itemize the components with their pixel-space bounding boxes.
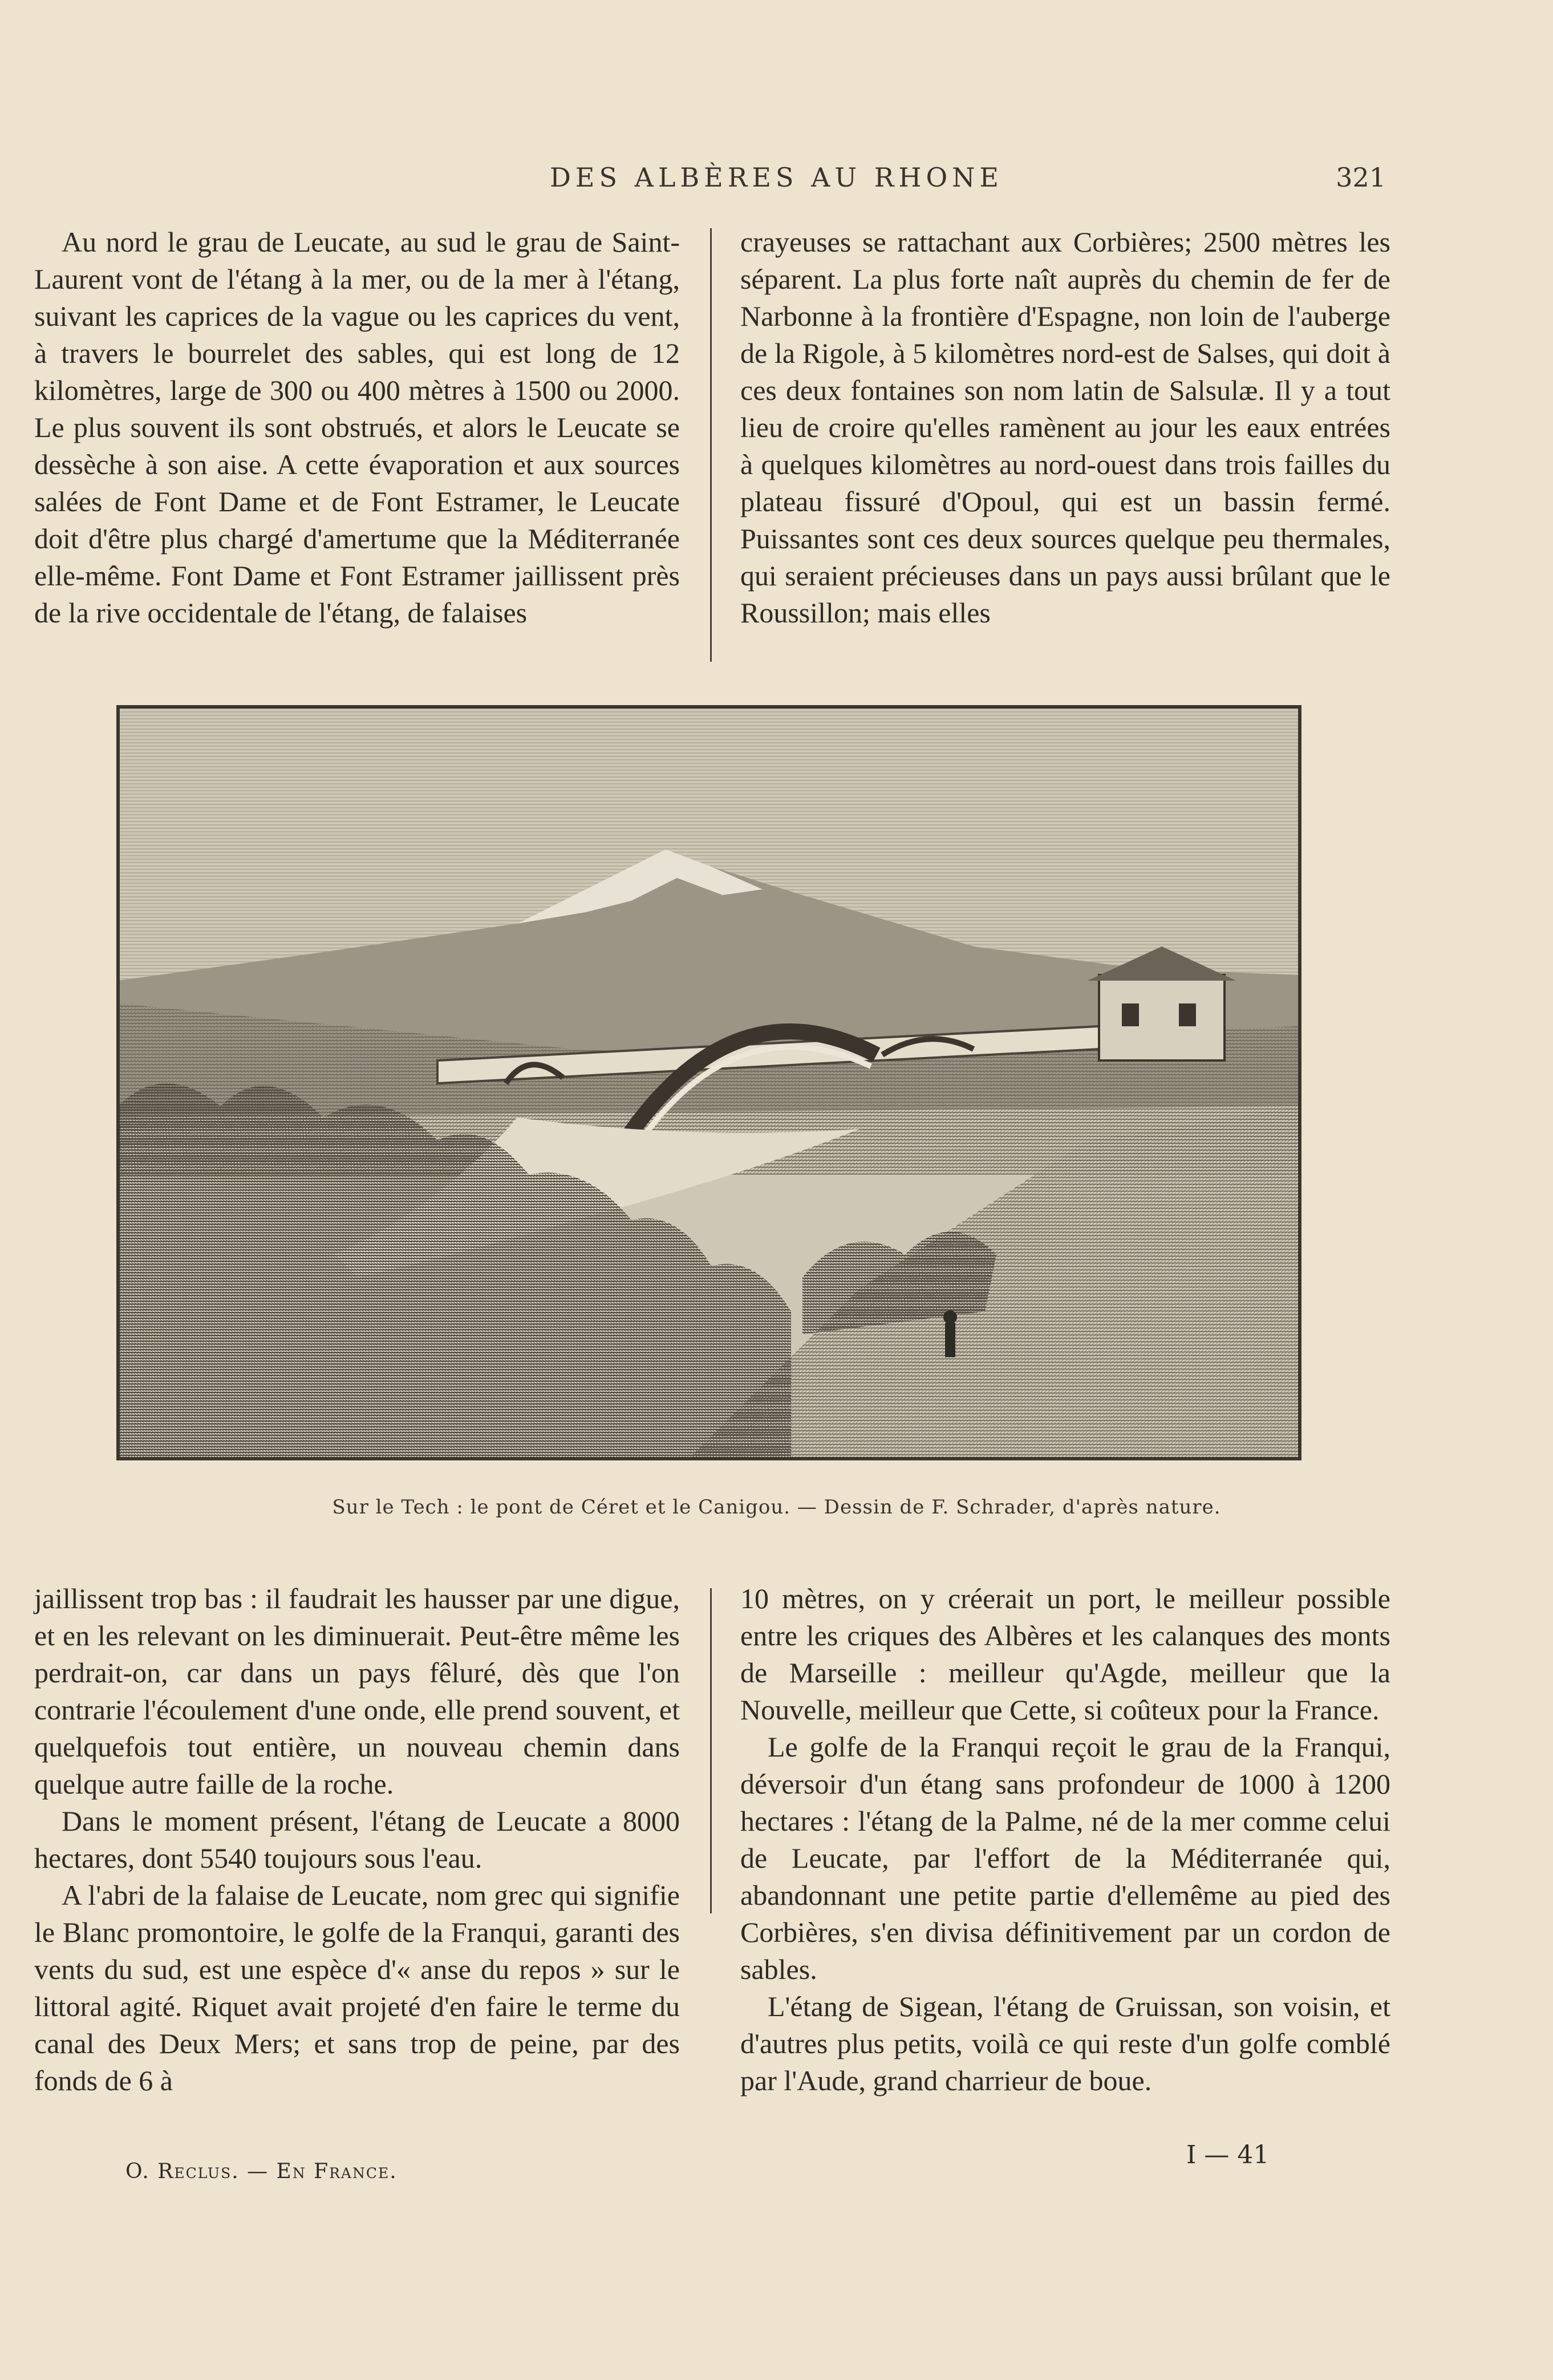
column-bottom-left xyxy=(34,1580,680,2099)
column-bottom-right xyxy=(740,1580,1390,2099)
column-divider xyxy=(710,1588,712,1913)
paragraph: crayeuses se rattachant aux Corbières; 2500 mètres les séparent. La plus forte naît auprès du chemin de fer de Narbonne à la frontière d'Espagne, non loin de l'auberge de la Rigole, à 5 kilomètres nord-est de Salses, qui doit à ces deux fontaines son nom latin de Salsulæ. Il y a tout lieu de croire qu'elles ramènent au jour les eaux entrées à quelques kilomètres au nord-ouest dans trois failles du plateau fissuré d'Opoul, qui est un bassin fermé. Puissantes sont ces deux sources quelque peu thermales, qui seraient précieuses dans un pays aussi brûlant que le Roussillon; mais elles xyxy=(740,226,1390,629)
column-top-right xyxy=(740,224,1390,632)
stone-house xyxy=(1099,975,1224,1061)
column-divider xyxy=(710,228,712,662)
figure-caption: Sur le Tech : le pont de Céret et le Canigou. — Dessin de F. Schrader, d'après nature. xyxy=(332,1496,1221,1519)
walking-figure xyxy=(943,1310,957,1357)
engraving-illustration xyxy=(116,705,1301,1460)
paragraph: L'étang de Sigean, l'étang de Gruissan, son voisin, et d'autres plus petits, voilà ce qui reste d'un golfe comblé par l'Aude, grand charrieur de boue. xyxy=(740,1990,1390,2096)
running-header: DES ALBÈRES AU RHONE xyxy=(550,162,1003,193)
paragraph: A l'abri de la falaise de Leucate, nom grec qui signifie le Blanc promontoire, le golfe de la Franqui, garanti des vents du sud, est une espèce d'« anse du repos » sur le littoral agité. Riquet avait projeté d'en faire le terme du canal des Deux Mers; et sans trop de peine, par des fonds de 6 à xyxy=(34,1879,680,2096)
page-number: 321 xyxy=(1336,162,1386,193)
paragraph: Au nord le grau de Leucate, au sud le grau de Saint-Laurent vont de l'étang à la mer, ou de la mer à l'étang, suivant les caprices de la vague ou les caprices du vent, à travers le bourrelet des sables, qui est long de 12 kilomètres, large de 300 ou 400 mètres à 1500 ou 2000. Le plus souvent ils sont obstrués, et alors le Leucate se dessèche à son aise. A cette évaporation et aux sources salées de Font Dame et de Font Estramer, le Leucate doit d'être plus chargé d'amertume que la Méditerranée elle-même. Font Dame et Font Estramer jaillissent près de la rive occidentale de l'étang, de falaises xyxy=(34,226,680,629)
paragraph: Le golfe de la Franqui reçoit le grau de la Franqui, déversoir d'un étang sans profondeur de 1000 à 1200 hectares : l'étang de la Palme, né de la mer comme celui de Leucate, par l'effort de la Méditerranée qui, abandonnant une petite partie d'ellemême au pied des Corbières, s'en divisa définitivement par un cordon de sables. xyxy=(740,1731,1390,1985)
paragraph: 10 mètres, on y créerait un port, le meilleur possible entre les criques des Albères et les calanques des monts de Marseille : meilleur qu'Agde, meilleur que la Nouvelle, meilleur que Cette, si coûteux pour la France. xyxy=(740,1582,1390,1726)
column-top-left xyxy=(34,224,680,632)
paragraph: Dans le moment présent, l'étang de Leucate a 8000 hectares, dont 5540 toujours sous l'eau. xyxy=(34,1805,680,1874)
footer-author: O. Reclus. — En France. xyxy=(125,2160,398,2183)
footer-signature: I — 41 xyxy=(1186,2140,1270,2169)
paragraph: jaillissent trop bas : il faudrait les hausser par une digue, et en les relevant on les diminuerait. Peut-être même les perdrait-on, car dans un pays fêluré, dès que l'on contrarie l'écoulement d'une onde, elle prend souvent, et quelquefois tout entière, un nouveau chemin dans quelque autre faille de la roche. xyxy=(34,1582,680,1800)
